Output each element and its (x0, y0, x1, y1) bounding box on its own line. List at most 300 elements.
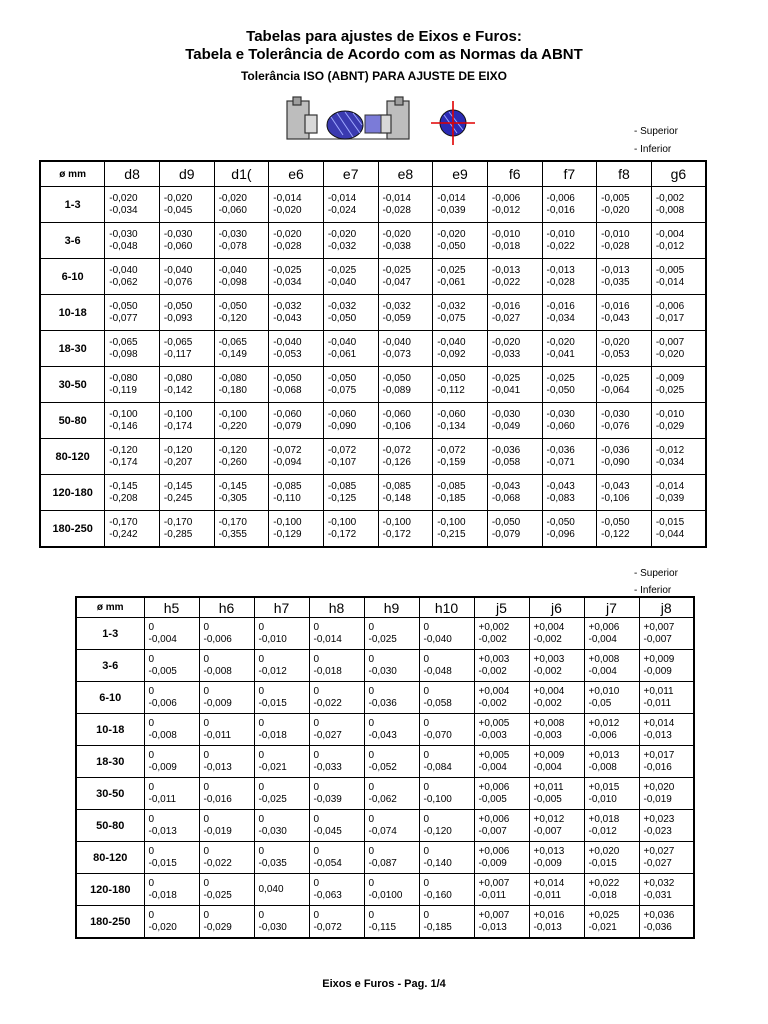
tolerance-cell (597, 187, 652, 223)
tolerance-cell (364, 650, 419, 682)
upper-deviation: 0 (258, 749, 265, 761)
tolerance-cell (309, 650, 364, 682)
upper-deviation: 0 (203, 877, 210, 889)
tolerance-cell (639, 618, 694, 650)
lower-deviation: -0,002 (533, 697, 562, 709)
lower-deviation: -0,044 (655, 528, 685, 540)
lower-deviation: -0,038 (382, 240, 411, 252)
upper-deviation: -0,030 (601, 408, 630, 420)
upper-deviation: -0,030 (546, 408, 575, 420)
upper-deviation: -0,025 (491, 372, 521, 384)
upper-deviation: -0,020 (273, 228, 302, 240)
row-diameter-range: 120-180 (76, 874, 144, 906)
lower-deviation: -0,006 (588, 729, 617, 741)
lower-deviation: -0,160 (423, 889, 452, 901)
tolerance-cell (487, 187, 542, 223)
upper-deviation: 0 (313, 813, 320, 825)
upper-deviation: -0,085 (327, 480, 357, 492)
lower-deviation: -0,075 (437, 312, 466, 324)
upper-deviation: -0,072 (437, 444, 466, 456)
upper-deviation: -0,020 (218, 192, 247, 204)
tolerance-cell (378, 439, 433, 475)
lower-deviation: -0,016 (546, 204, 575, 216)
lower-deviation: -0,011 (478, 889, 507, 901)
upper-deviation: -0,010 (546, 228, 575, 240)
lower-deviation: -0,083 (546, 492, 575, 504)
lower-deviation: -0,022 (203, 857, 232, 869)
lower-deviation: -0,040 (423, 633, 452, 645)
upper-deviation: -0,040 (382, 336, 411, 348)
lower-deviation: -0,022 (313, 697, 342, 709)
lower-deviation: -0,013 (533, 921, 562, 933)
tolerance-cell (474, 778, 529, 810)
upper-deviation: -0,100 (327, 516, 357, 528)
lower-deviation: -0,007 (533, 825, 562, 837)
lower-deviation: -0,092 (437, 348, 466, 360)
tolerance-cell (323, 511, 378, 548)
upper-deviation: +0,006 (478, 845, 510, 857)
lower-deviation: -0,096 (546, 528, 575, 540)
tolerance-cell (651, 403, 706, 439)
upper-deviation: 0 (203, 781, 210, 793)
lower-deviation: -0,149 (218, 348, 247, 360)
column-header: h6 (199, 597, 254, 618)
tolerance-cell (474, 906, 529, 939)
lower-deviation: -0,011 (533, 889, 562, 901)
upper-deviation: -0,072 (327, 444, 357, 456)
lower-deviation: -0,126 (382, 456, 411, 468)
tolerance-cell (474, 874, 529, 906)
corner-header: ø mm (76, 597, 144, 618)
lower-deviation: -0,050 (437, 240, 466, 252)
upper-deviation: 0 (203, 845, 210, 857)
upper-deviation: -0,002 (655, 192, 685, 204)
upper-deviation: 0 (148, 717, 155, 729)
tolerance-cell (323, 295, 378, 331)
upper-deviation: -0,014 (382, 192, 411, 204)
table-row (40, 223, 706, 259)
upper-deviation: -0,005 (601, 192, 630, 204)
upper-deviation: 0 (423, 781, 430, 793)
tolerance-cell (144, 618, 199, 650)
lower-deviation: -0,094 (273, 456, 302, 468)
lower-deviation: -0,172 (382, 528, 411, 540)
upper-deviation: 0 (148, 749, 155, 761)
upper-deviation: +0,010 (588, 685, 620, 697)
lower-deviation: -0,059 (382, 312, 411, 324)
tolerance-cell (584, 682, 639, 714)
upper-deviation: -0,030 (163, 228, 193, 240)
lower-deviation: -0,100 (423, 793, 452, 805)
lower-deviation: -0,039 (313, 793, 342, 805)
upper-deviation: -0,040 (327, 336, 357, 348)
tolerance-cell (214, 259, 269, 295)
upper-deviation: +0,004 (478, 685, 510, 697)
lower-deviation: -0,220 (218, 420, 247, 432)
tolerance-cell (433, 475, 488, 511)
lower-deviation: -0,045 (163, 204, 193, 216)
row-diameter-range: 10-18 (76, 714, 144, 746)
upper-deviation: +0,002 (478, 621, 510, 633)
lower-deviation: -0,013 (643, 729, 672, 741)
column-header: d9 (159, 161, 214, 187)
legend-inferior: - Inferior (634, 144, 672, 155)
lower-deviation: -0,061 (437, 276, 466, 288)
lower-deviation: -0,115 (368, 921, 397, 933)
tolerance-cell (309, 874, 364, 906)
upper-deviation: -0,040 (163, 264, 193, 276)
upper-deviation: -0,065 (109, 336, 138, 348)
lower-deviation: -0,242 (109, 528, 138, 540)
tolerance-cell (159, 439, 214, 475)
tolerance-cell (378, 295, 433, 331)
tolerance-cell (584, 618, 639, 650)
upper-deviation: -0,020 (382, 228, 411, 240)
tolerance-cell (433, 187, 488, 223)
lower-deviation: -0,018 (588, 889, 617, 901)
legend-superior-2: - Superior (634, 568, 678, 579)
lower-deviation: -0,355 (218, 528, 247, 540)
tolerance-cell (542, 223, 597, 259)
upper-deviation: -0,145 (218, 480, 247, 492)
upper-deviation: +0,008 (533, 717, 565, 729)
upper-deviation: +0,015 (588, 781, 620, 793)
lower-deviation: -0,004 (148, 633, 177, 645)
lower-deviation: -0,028 (273, 240, 302, 252)
upper-deviation: -0,050 (109, 300, 138, 312)
upper-deviation: 0 (258, 717, 265, 729)
lower-deviation: -0,027 (643, 857, 672, 869)
upper-deviation: 0 (423, 749, 430, 761)
upper-deviation: -0,025 (601, 372, 630, 384)
lower-deviation: -0,034 (655, 456, 685, 468)
upper-deviation: -0,040 (273, 336, 302, 348)
tolerance-cell (199, 778, 254, 810)
tolerance-cell (105, 475, 160, 511)
column-header: e9 (433, 161, 488, 187)
upper-deviation: +0,008 (588, 653, 620, 665)
tolerance-cell (105, 187, 160, 223)
tolerance-cell (144, 746, 199, 778)
tolerance-cell (378, 223, 433, 259)
upper-deviation: -0,032 (382, 300, 411, 312)
tolerance-cell (199, 714, 254, 746)
lower-deviation: -0,062 (368, 793, 397, 805)
lower-deviation: -0,021 (588, 921, 617, 933)
lower-deviation: -0,012 (655, 240, 685, 252)
upper-deviation: -0,060 (437, 408, 466, 420)
upper-deviation: -0,010 (601, 228, 630, 240)
lower-deviation: -0,172 (327, 528, 357, 540)
tolerance-cell (309, 714, 364, 746)
table-row (40, 439, 706, 475)
upper-deviation: -0,043 (601, 480, 630, 492)
lower-deviation: -0,020 (655, 348, 685, 360)
tolerance-cell (159, 403, 214, 439)
tolerance-cell (309, 746, 364, 778)
tolerance-cell (105, 331, 160, 367)
tolerance-cell (364, 682, 419, 714)
lower-deviation: -0,015 (148, 857, 177, 869)
tolerance-cell (378, 403, 433, 439)
lower-deviation: -0,020 (601, 204, 630, 216)
lower-deviation: -0,049 (491, 420, 521, 432)
tolerance-cell (323, 187, 378, 223)
upper-deviation: +0,027 (643, 845, 675, 857)
upper-deviation: -0,145 (109, 480, 138, 492)
lower-deviation: -0,008 (148, 729, 177, 741)
upper-deviation: -0,009 (655, 372, 685, 384)
upper-deviation: 0 (203, 653, 210, 665)
lower-deviation: -0,245 (163, 492, 193, 504)
lower-deviation: -0,077 (109, 312, 138, 324)
tolerance-cell (584, 714, 639, 746)
upper-deviation: +0,013 (588, 749, 620, 761)
tolerance-cell (254, 778, 309, 810)
column-header: h7 (254, 597, 309, 618)
upper-deviation: +0,011 (643, 685, 674, 697)
lower-deviation: -0,002 (478, 633, 507, 645)
lower-deviation: -0,009 (478, 857, 507, 869)
lower-deviation: -0,025 (655, 384, 685, 396)
row-diameter-range: 18-30 (40, 331, 105, 367)
lower-deviation: -0,017 (655, 312, 685, 324)
tolerance-cell (199, 682, 254, 714)
tolerance-cell (269, 223, 324, 259)
row-diameter-range: 80-120 (40, 439, 105, 475)
lower-deviation: -0,009 (148, 761, 177, 773)
upper-deviation: -0,013 (601, 264, 630, 276)
lower-deviation: -0,075 (327, 384, 357, 396)
upper-deviation: -0,006 (491, 192, 521, 204)
upper-deviation: -0,065 (163, 336, 193, 348)
column-header: j8 (639, 597, 694, 618)
lower-deviation: -0,020 (273, 204, 302, 216)
lower-deviation: -0,029 (203, 921, 232, 933)
tolerance-cell (269, 439, 324, 475)
table-row (76, 810, 694, 842)
tolerance-cell (159, 331, 214, 367)
tolerance-cell (584, 874, 639, 906)
tolerance-cell (474, 682, 529, 714)
lower-deviation: -0,002 (478, 665, 507, 677)
lower-deviation: -0,125 (327, 492, 357, 504)
column-header: e6 (269, 161, 324, 187)
upper-deviation: -0,100 (163, 408, 193, 420)
lower-deviation: -0,006 (203, 633, 232, 645)
upper-deviation: +0,018 (588, 813, 620, 825)
lower-deviation: -0,011 (203, 729, 232, 741)
lower-deviation: -0,068 (491, 492, 521, 504)
table-row (40, 331, 706, 367)
table-row (76, 874, 694, 906)
tolerance-cell (378, 367, 433, 403)
upper-deviation: 0 (148, 845, 155, 857)
lower-deviation: -0,093 (163, 312, 193, 324)
upper-deviation: 0 (258, 685, 265, 697)
tolerance-cell (323, 331, 378, 367)
upper-deviation: -0,030 (218, 228, 247, 240)
lower-deviation: -0,020 (148, 921, 177, 933)
upper-deviation: +0,006 (478, 813, 510, 825)
lower-deviation: -0,063 (313, 889, 342, 901)
row-diameter-range: 3-6 (76, 650, 144, 682)
upper-deviation: 0 (313, 749, 320, 761)
upper-deviation: -0,030 (109, 228, 138, 240)
lower-deviation: -0,060 (546, 420, 575, 432)
lower-deviation: -0,010 (588, 793, 617, 805)
tolerance-cell (651, 295, 706, 331)
lower-deviation: -0,021 (258, 761, 287, 773)
legend-superior: - Superior (634, 126, 678, 137)
tolerance-cell (433, 403, 488, 439)
upper-deviation: -0,020 (491, 336, 521, 348)
tolerance-cell (419, 682, 474, 714)
upper-deviation: -0,060 (273, 408, 302, 420)
upper-deviation: +0,014 (643, 717, 675, 729)
upper-deviation: 0 (313, 717, 320, 729)
upper-deviation: 0 (148, 781, 155, 793)
table-row (76, 682, 694, 714)
upper-deviation: -0,050 (437, 372, 466, 384)
column-header: f7 (542, 161, 597, 187)
row-diameter-range: 30-50 (40, 367, 105, 403)
tolerance-cell (105, 511, 160, 548)
tolerance-cell (419, 650, 474, 682)
lower-deviation: -0,043 (601, 312, 630, 324)
tolerance-cell (639, 714, 694, 746)
lower-deviation: -0,048 (423, 665, 452, 677)
tolerance-cell (487, 511, 542, 548)
upper-deviation: 0 (423, 621, 430, 633)
upper-deviation: -0,025 (273, 264, 302, 276)
column-header: d1( (214, 161, 269, 187)
upper-deviation: -0,050 (327, 372, 357, 384)
row-diameter-range: 18-30 (76, 746, 144, 778)
tolerance-cell (584, 842, 639, 874)
upper-deviation: 0 (258, 653, 265, 665)
table-row (76, 650, 694, 682)
upper-deviation: 0 (368, 717, 375, 729)
tolerance-cell (323, 403, 378, 439)
tolerance-cell (529, 650, 584, 682)
upper-deviation: 0 (203, 909, 210, 921)
lower-deviation: -0,05 (588, 697, 612, 709)
tolerance-cell (542, 187, 597, 223)
tolerance-cell (364, 810, 419, 842)
shaft-section-icon (431, 101, 475, 145)
upper-deviation: -0,025 (546, 372, 575, 384)
lower-deviation: -0,024 (327, 204, 357, 216)
tolerance-cell (214, 475, 269, 511)
lower-deviation: -0,033 (491, 348, 521, 360)
upper-deviation: -0,170 (218, 516, 247, 528)
lower-deviation: -0,016 (643, 761, 672, 773)
lower-deviation: -0,019 (643, 793, 672, 805)
lower-deviation: -0,028 (601, 240, 630, 252)
lower-deviation: -0,008 (203, 665, 232, 677)
tolerance-cell (597, 223, 652, 259)
corner-header: ø mm (40, 161, 105, 187)
tolerance-cell (529, 746, 584, 778)
upper-deviation: -0,100 (109, 408, 138, 420)
table-row (40, 187, 706, 223)
tolerance-cell (419, 874, 474, 906)
upper-deviation: 0 (368, 685, 375, 697)
tolerance-cell (254, 810, 309, 842)
lower-deviation: -0,010 (258, 633, 287, 645)
lower-deviation: -0,070 (423, 729, 452, 741)
row-diameter-range: 180-250 (76, 906, 144, 939)
tolerance-cell (487, 403, 542, 439)
tolerance-cell (474, 714, 529, 746)
lower-deviation: -0,002 (478, 697, 507, 709)
upper-deviation: 0 (368, 749, 375, 761)
lower-deviation: -0,036 (643, 921, 672, 933)
upper-deviation: -0,014 (273, 192, 302, 204)
upper-deviation: -0,020 (109, 192, 138, 204)
upper-deviation: -0,036 (546, 444, 575, 456)
lower-deviation: -0,040 (327, 276, 357, 288)
upper-deviation: -0,025 (437, 264, 466, 276)
lower-deviation: -0,058 (423, 697, 452, 709)
shaft-icon (327, 111, 381, 139)
upper-deviation: +0,003 (478, 653, 510, 665)
tolerance-cell (144, 906, 199, 939)
lower-deviation: -0,018 (491, 240, 521, 252)
upper-deviation: +0,004 (533, 685, 565, 697)
lower-deviation: -0,089 (382, 384, 411, 396)
lower-deviation: -0,180 (218, 384, 247, 396)
table-row (76, 746, 694, 778)
tolerance-cell (269, 475, 324, 511)
tolerance-cell (651, 439, 706, 475)
tolerance-cell (542, 331, 597, 367)
table-row (40, 511, 706, 548)
upper-deviation: +0,032 (643, 877, 675, 889)
lower-deviation: -0,028 (546, 276, 575, 288)
upper-deviation: -0,012 (655, 444, 685, 456)
upper-deviation: +0,020 (588, 845, 620, 857)
tolerance-cell (584, 650, 639, 682)
tolerance-cell (323, 439, 378, 475)
tolerance-cell (487, 475, 542, 511)
lower-deviation: -0,027 (491, 312, 521, 324)
tolerance-cell (529, 842, 584, 874)
tolerance-cell (254, 714, 309, 746)
row-diameter-range: 3-6 (40, 223, 105, 259)
tolerance-cell (254, 618, 309, 650)
tolerance-cell (309, 778, 364, 810)
page-title-line-1: Tabelas para ajustes de Eixos e Furos: (246, 28, 522, 45)
lower-deviation: -0,032 (327, 240, 357, 252)
tolerance-cell (474, 618, 529, 650)
lower-deviation: -0,009 (643, 665, 672, 677)
lower-deviation: -0,027 (313, 729, 342, 741)
upper-deviation: -0,025 (382, 264, 411, 276)
lower-deviation: -0,003 (478, 729, 507, 741)
upper-deviation: 0 (313, 877, 320, 889)
upper-deviation: -0,032 (273, 300, 302, 312)
tolerance-cell (529, 874, 584, 906)
tolerance-cell (529, 618, 584, 650)
row-diameter-range: 80-120 (76, 842, 144, 874)
tolerance-cell (433, 223, 488, 259)
tolerance-cell (199, 842, 254, 874)
upper-deviation: 0 (148, 877, 155, 889)
tolerance-cell (254, 650, 309, 682)
lower-deviation: -0,050 (546, 384, 575, 396)
